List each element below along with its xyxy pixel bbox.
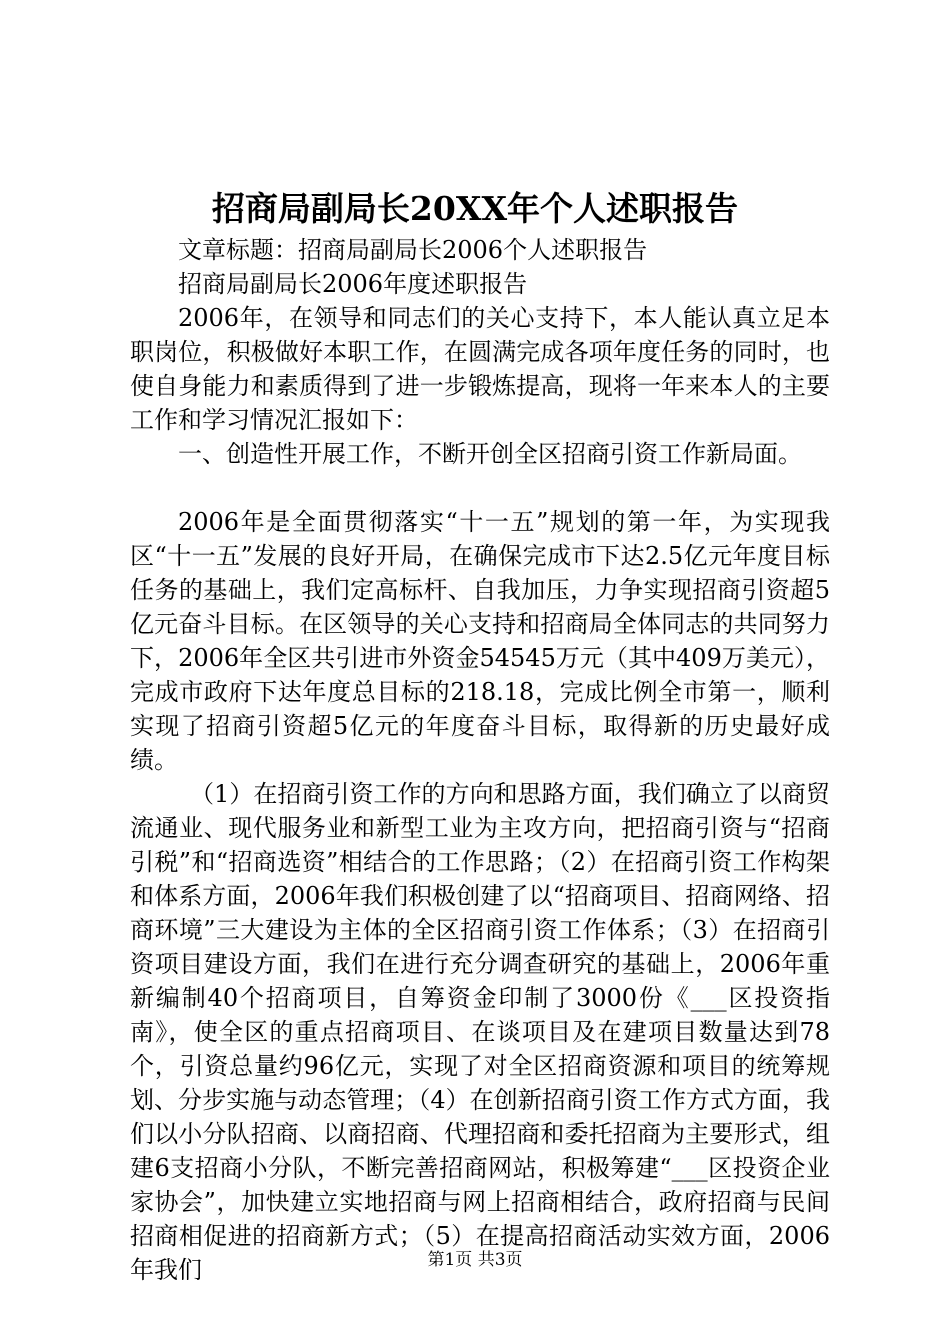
paragraph-achievements: 2006年是全面贯彻落实“十一五”规划的第一年，为实现我区“十一五”发展的良好开局，在确保完成市下达2.5亿元年度目标任务的基础上，我们定高标杆、自我加压，力争实现招商引资超5亿元奋斗目标。在区领导的关心支持和招商局全体同志的共同努力下，2006年全区共引进市外资金54545万元（其中409万美元），完成市政府下达年度总目标的218.18，完成比例全市第一，顺利实现了招商引资超5亿元的年度奋斗目标，取得新的历史最好成绩。 xyxy=(130,508,830,774)
document-title: 招商局副局长20XX年个人述职报告 xyxy=(211,189,739,228)
paragraph-article-title: 文章标题：招商局副局长2006个人述职报告 xyxy=(178,236,648,264)
paragraph-intro: 2006年，在领导和同志们的关心支持下，本人能认真立足本职岗位，积极做好本职工作，在圆满完成各项年度任务的同时，也使自身能力和素质得到了进一步锻炼提高，现将一年来本人的主要工作和学习情况汇报如下： xyxy=(130,304,830,434)
page-number: 第1页 共3页 xyxy=(427,1250,523,1270)
paragraph-section-heading: 一、创造性开展工作，不断开创全区招商引资工作新局面。 xyxy=(178,440,802,468)
document-body xyxy=(130,233,830,1287)
paragraph-work-details: （1）在招商引资工作的方向和思路方面，我们确立了以商贸流通业、现代服务业和新型工业为主攻方向，把招商引资与“招商引税”和“招商选资”相结合的工作思路；（2）在招商引资工作构架和体系方面，2006年我们积极创建了以“招商项目、招商网络、招商环境”三大建设为主体的全区招商引资工作体系；（3）在招商引资项目建设方面，我们在进行充分调查研究的基础上，2006年重新编制40个招商项目，自筹资金印制了3000份《___区投资指南》，使全区的重点招商项目、在谈项目及在建项目数量达到78个，引资总量约96亿元，实现了对全区招商资源和项目的统筹规划、分步实施与动态管理；（4）在创新招商引资工作方式方面，我们以小分队招商、以商招商、代理招商和委托招商为主要形式，组建6支招商小分队，不断完善招商网站，积极筹建“___区投资企业家协会”，加快建立实地招商与网上招商相结合，政府招商与民间招商相促进的招商新方式；（5）在提高招商活动实效方面，2006年我们 xyxy=(130,780,830,1284)
paragraph-report-subtitle: 招商局副局长2006年度述职报告 xyxy=(178,270,528,298)
